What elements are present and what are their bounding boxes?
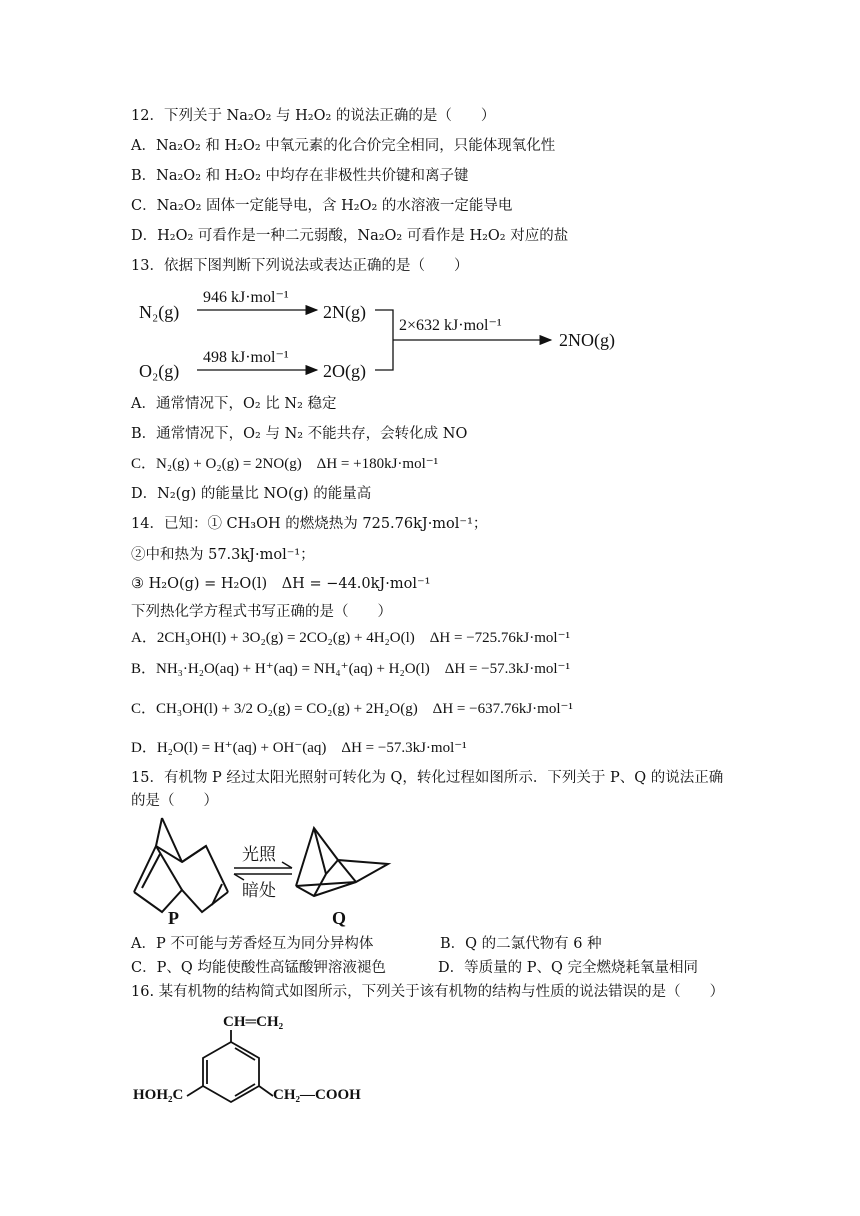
no-product-label: 2NO(g)	[559, 330, 615, 350]
q14-item-3: ③ H₂O(g) = H₂O(l) ΔH = −44.0kJ·mol⁻¹	[131, 576, 431, 592]
q14-option-c: C．CH₃OH(l) + 3/2 O₂(g) = CO₂(g) + 2H₂O(g) ΔH = −637.76kJ·mol⁻¹	[131, 701, 573, 717]
q14-option-d: D．H₂O(l) = H⁺(aq) + OH⁻(aq) ΔH = −57.3kJ·mol⁻¹	[131, 740, 467, 756]
q15-stem-line2: 的是（ ）	[131, 793, 218, 809]
q12-option-d: D．H₂O₂ 可看作是一种二元弱酸，Na₂O₂ 可看作是 H₂O₂ 对应的盐	[131, 228, 569, 244]
q15-option-c: C．P、Q 均能使酸性高锰酸钾溶液褪色	[131, 960, 386, 976]
q12-stem: 12．下列关于 Na₂O₂ 与 H₂O₂ 的说法正确的是（ ）	[131, 108, 496, 124]
benzene-ring	[187, 1030, 273, 1102]
label-q: Q	[332, 908, 347, 928]
two-o-label: 2O(g)	[323, 361, 366, 381]
q12-option-c: C．Na₂O₂ 固体一定能导电，含 H₂O₂ 的水溶液一定能导电	[131, 198, 513, 214]
label-p: P	[168, 908, 179, 928]
bond-energy-diagram	[131, 284, 651, 384]
q12-option-b: B．Na₂O₂ 和 H₂O₂ 中均存在非极性共价键和离子键	[131, 168, 469, 184]
q14-ask: 下列热化学方程式书写正确的是（ ）	[131, 604, 392, 620]
n2-label: N₂(g)	[139, 302, 180, 322]
q15-option-d: D．等质量的 P、Q 完全燃烧耗氧量相同	[438, 960, 698, 976]
hydroxymethyl-label: HOH₂C	[133, 1087, 184, 1103]
two-n-label: 2N(g)	[323, 302, 366, 322]
q16-structure-diagram	[131, 1008, 391, 1108]
combine-energy-label: 2×632 kJ·mol⁻¹	[399, 317, 502, 334]
q13-option-b: B．通常情况下，O₂ 与 N₂ 不能共存，会转化成 NO	[131, 426, 468, 442]
q15-option-a: A．P 不可能与芳香烃互为同分异构体	[131, 936, 374, 952]
q15-option-b: B．Q 的二氯代物有 6 种	[440, 936, 602, 952]
q16-stem: 16. 某有机物的结构简式如图所示，下列关于该有机物的结构与性质的说法错误的是（ ）	[131, 984, 725, 1000]
q14-stem: 14．已知：① CH₃OH 的燃烧热为 725.76kJ·mol⁻¹；	[131, 516, 488, 532]
vinyl-group-label: CH═CH₂	[223, 1014, 284, 1030]
forward-condition: 光照	[242, 845, 276, 864]
q13-option-a: A．通常情况下，O₂ 比 N₂ 稳定	[131, 396, 337, 412]
o2-energy-label: 498 kJ·mol⁻¹	[203, 349, 289, 366]
combine-bracket	[375, 310, 393, 370]
carboxymethyl-label: CH₂—COOH	[273, 1087, 361, 1103]
molecule-q	[296, 828, 388, 896]
reverse-condition: 暗处	[242, 881, 276, 900]
q13-option-d: D．N₂(g) 的能量比 NO(g) 的能量高	[131, 486, 372, 502]
o2-label: O₂(g)	[139, 361, 180, 381]
q14-item-2: ②中和热为 57.3kJ·mol⁻¹；	[131, 547, 315, 563]
molecule-p	[134, 818, 228, 912]
q15-stem-line1: 15．有机物 P 经过太阳光照射可转化为 Q，转化过程如图所示．下列关于 P、Q 的说法正确	[131, 770, 724, 786]
p-q-conversion-diagram	[128, 816, 398, 930]
n2-energy-label: 946 kJ·mol⁻¹	[203, 289, 289, 306]
q12-option-a: A．Na₂O₂ 和 H₂O₂ 中氧元素的化合价完全相同，只能体现氧化性	[131, 138, 556, 154]
q14-option-b: B．NH₃·H₂O(aq) + H⁺(aq) = NH₄⁺(aq) + H₂O(l) ΔH = −57.3kJ·mol⁻¹	[131, 661, 570, 677]
q13-option-c: C．N₂(g) + O₂(g) = 2NO(g) ΔH = +180kJ·mol⁻¹	[131, 456, 439, 472]
q14-option-a: A．2CH₃OH(l) + 3O₂(g) = 2CO₂(g) + 4H₂O(l) ΔH = −725.76kJ·mol⁻¹	[131, 630, 570, 646]
q13-stem: 13．依据下图判断下列说法或表达正确的是（ ）	[131, 258, 469, 274]
